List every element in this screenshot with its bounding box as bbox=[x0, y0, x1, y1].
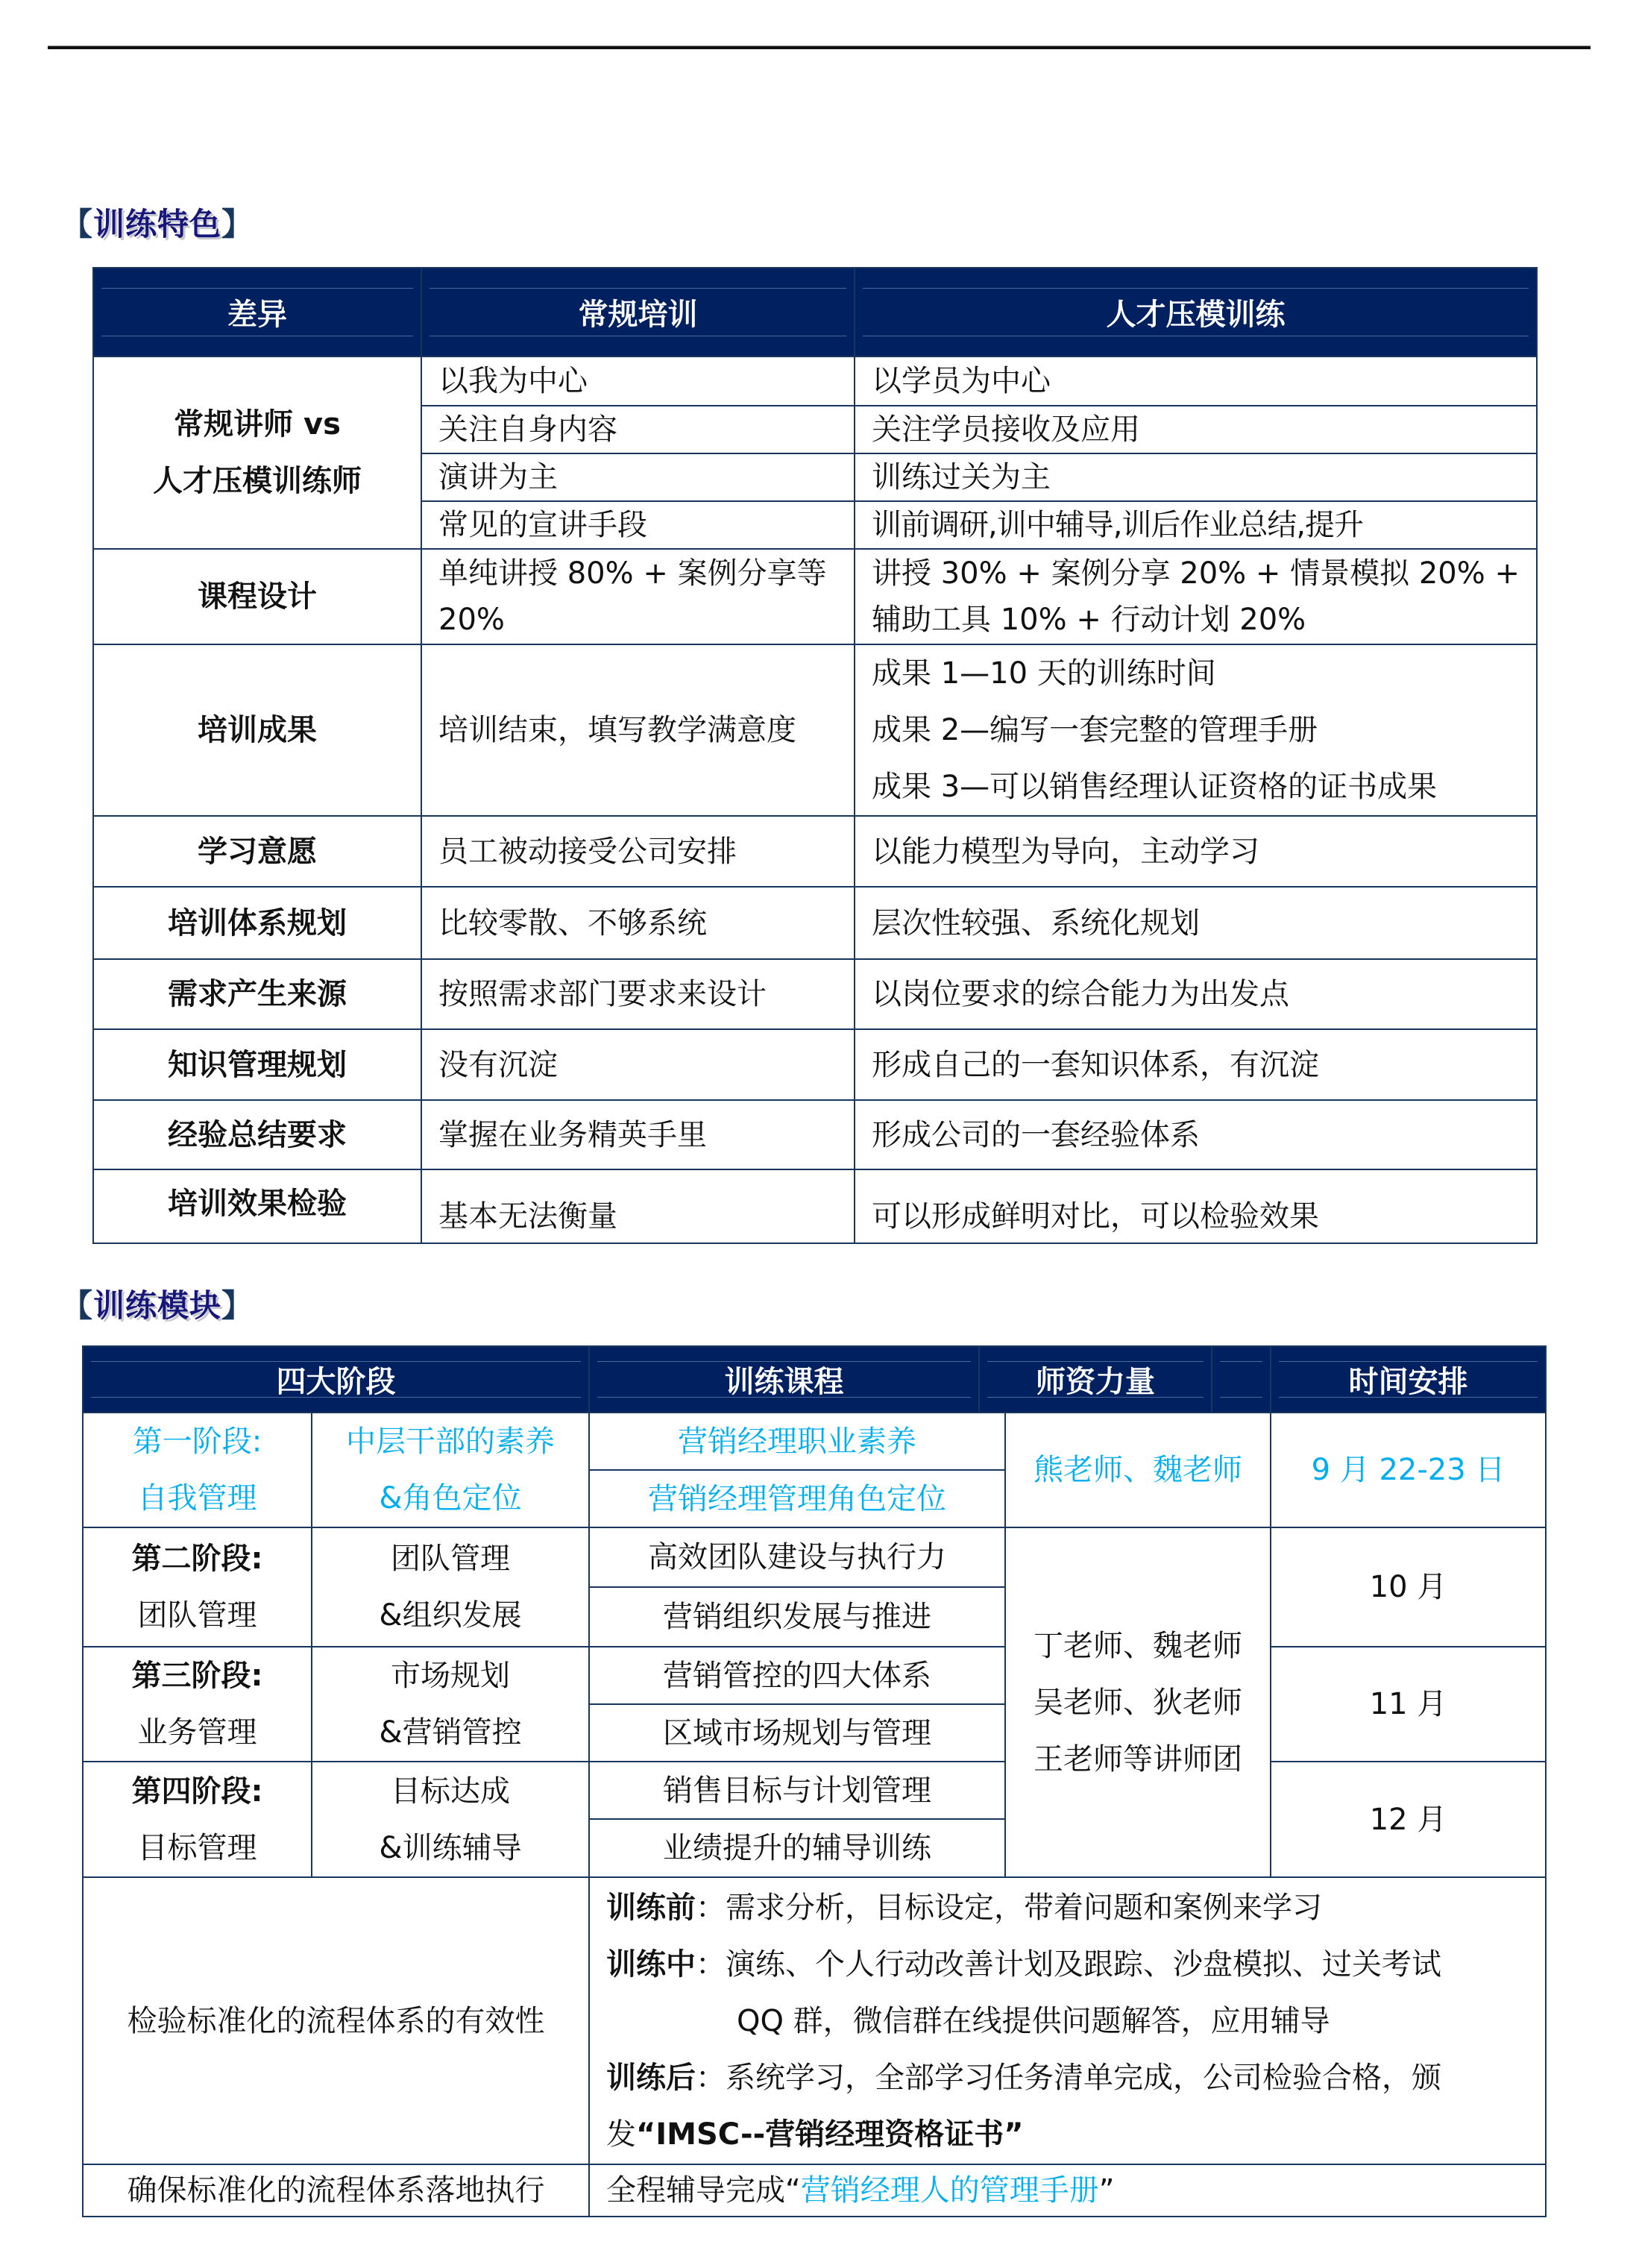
training-modules-table bbox=[82, 1345, 1547, 2217]
cell-regular: 常见的宣讲手段 bbox=[421, 501, 855, 549]
stage-cell: 第四阶段: 目标管理 bbox=[83, 1762, 312, 1877]
cell-talent: 可以形成鲜明对比，可以检验效果 bbox=[855, 1169, 1537, 1243]
row-label: 培训体系规划 bbox=[93, 887, 421, 959]
table-row bbox=[93, 959, 1537, 1029]
after-training-line-2: 发“IMSC--营销经理资格证书” bbox=[606, 2117, 1024, 2152]
during-training-line: 训练中：演练、个人行动改善计划及跟踪、沙盘模拟、过关考试 bbox=[606, 1947, 1441, 1982]
table-row bbox=[93, 356, 1537, 406]
cell-regular: 以我为中心 bbox=[421, 356, 855, 406]
cell-regular: 掌握在业务精英手里 bbox=[421, 1100, 855, 1169]
table-row-stage-4 bbox=[83, 1762, 1546, 1819]
section-title-training-modules bbox=[61, 1281, 254, 1326]
row-label: 知识管理规划 bbox=[93, 1029, 421, 1100]
cell-talent: 以岗位要求的综合能力为出发点 bbox=[855, 959, 1537, 1029]
cell-regular: 按照需求部门要求来设计 bbox=[421, 959, 855, 1029]
header-difference: 差异 bbox=[93, 268, 421, 356]
cell-regular: 基本无法衡量 bbox=[421, 1169, 855, 1243]
theme-cell: 目标达成 &训练辅导 bbox=[312, 1762, 589, 1877]
schedule-cell: 12 月 bbox=[1271, 1762, 1546, 1877]
before-training-line: 训练前：需求分析，目标设定，带着问题和案例来学习 bbox=[606, 1890, 1322, 1925]
cell-regular: 没有沉淀 bbox=[421, 1029, 855, 1100]
header-schedule: 时间安排 bbox=[1271, 1346, 1546, 1413]
cell-talent: 形成自己的一套知识体系，有沉淀 bbox=[855, 1029, 1537, 1100]
row-label: 培训效果检验 bbox=[93, 1169, 421, 1243]
bracket-close: 】 bbox=[221, 206, 254, 242]
execution-details: 全程辅导完成“营销经理人的管理手册” bbox=[589, 2164, 1546, 2217]
manual-highlight: 营销经理人的管理手册 bbox=[800, 2173, 1099, 2208]
course-cell: 高效团队建设与执行力 bbox=[589, 1527, 1005, 1587]
row-label: 学习意愿 bbox=[93, 816, 421, 887]
cell-regular: 单纯讲授 80% + 案例分享等 20% bbox=[421, 549, 855, 644]
schedule-cell: 10 月 bbox=[1271, 1527, 1546, 1647]
header-four-stages: 四大阶段 bbox=[83, 1346, 589, 1413]
schedule-cell: 9 月 22-23 日 bbox=[1271, 1413, 1546, 1527]
table-header-row bbox=[93, 268, 1537, 356]
table-row bbox=[93, 887, 1537, 959]
table-row bbox=[93, 816, 1537, 887]
course-cell: 区域市场规划与管理 bbox=[589, 1704, 1005, 1762]
table-row-execution bbox=[83, 2164, 1546, 2217]
cell-regular: 比较零散、不够系统 bbox=[421, 887, 855, 959]
validation-details bbox=[589, 1877, 1546, 2164]
during-training-line-2: QQ 群，微信群在线提供问题解答，应用辅导 bbox=[737, 2003, 1330, 2038]
table-row-stage-2 bbox=[83, 1527, 1546, 1587]
table-row bbox=[93, 644, 1537, 816]
row-label: 课程设计 bbox=[93, 549, 421, 644]
section-title-text: 训练模块 bbox=[93, 1287, 222, 1324]
header-regular-training: 常规培训 bbox=[421, 268, 855, 356]
shared-teachers-cell: 丁老师、魏老师 吴老师、狄老师 王老师等讲师团 bbox=[1005, 1527, 1271, 1877]
training-features-table bbox=[92, 267, 1538, 1244]
stage-cell: 第三阶段: 业务管理 bbox=[83, 1647, 312, 1762]
theme-cell: 团队管理 &组织发展 bbox=[312, 1527, 589, 1647]
section-title-text: 训练特色 bbox=[93, 206, 222, 242]
course-cell: 销售目标与计划管理 bbox=[589, 1762, 1005, 1819]
header-talent-training: 人才压模训练 bbox=[855, 268, 1537, 356]
table-row-stage-3 bbox=[83, 1647, 1546, 1704]
row-label: 需求产生来源 bbox=[93, 959, 421, 1029]
schedule-cell: 11 月 bbox=[1271, 1647, 1546, 1762]
cell-talent: 训前调研,训中辅导,训后作业总结,提升 bbox=[855, 501, 1537, 549]
cell-regular: 培训结束，填写教学满意度 bbox=[421, 644, 855, 816]
cell-talent: 以学员为中心 bbox=[855, 356, 1537, 406]
execution-label: 确保标准化的流程体系落地执行 bbox=[83, 2164, 589, 2217]
after-training-line: 训练后：系统学习，全部学习任务清单完成，公司检验合格，颁 bbox=[606, 2060, 1441, 2095]
bracket-open: 【 bbox=[61, 206, 94, 242]
course-cell: 营销经理职业素养 bbox=[589, 1413, 1005, 1470]
validation-label: 检验标准化的流程体系的有效性 bbox=[83, 1877, 589, 2164]
cell-talent: 以能力模型为导向，主动学习 bbox=[855, 816, 1537, 887]
header-spacer bbox=[1212, 1346, 1271, 1413]
header-courses: 训练课程 bbox=[589, 1346, 979, 1413]
row-label: 经验总结要求 bbox=[93, 1100, 421, 1169]
table-header-row bbox=[83, 1346, 1546, 1413]
teachers-cell: 熊老师、魏老师 bbox=[1005, 1413, 1271, 1527]
cell-talent: 讲授 30% + 案例分享 20% + 情景模拟 20% + 辅助工具 10% + 行动计划 20% bbox=[855, 549, 1537, 644]
cell-talent: 形成公司的一套经验体系 bbox=[855, 1100, 1537, 1169]
course-cell: 业绩提升的辅导训练 bbox=[589, 1819, 1005, 1877]
bracket-open: 【 bbox=[61, 1287, 94, 1324]
cell-regular: 演讲为主 bbox=[421, 453, 855, 501]
row-label-lecturer-vs-trainer: 常规讲师 vs 人才压模训练师 bbox=[93, 356, 421, 549]
table-row bbox=[93, 1100, 1537, 1169]
header-teachers: 师资力量 bbox=[979, 1346, 1212, 1413]
row-label: 培训成果 bbox=[93, 644, 421, 816]
table-row bbox=[93, 549, 1537, 644]
table-row bbox=[93, 1029, 1537, 1100]
cell-talent: 层次性较强、系统化规划 bbox=[855, 887, 1537, 959]
table-row-stage-1 bbox=[83, 1413, 1546, 1470]
table-row bbox=[93, 1169, 1537, 1243]
bracket-close: 】 bbox=[221, 1287, 254, 1324]
cell-talent: 关注学员接收及应用 bbox=[855, 406, 1537, 453]
cell-talent: 成果 1—10 天的训练时间 成果 2—编写一套完整的管理手册 成果 3—可以销售经理认证资格的证书成果 bbox=[855, 644, 1537, 816]
stage-cell: 第二阶段: 团队管理 bbox=[83, 1527, 312, 1647]
top-divider-rule bbox=[48, 45, 1591, 49]
course-cell: 营销管控的四大体系 bbox=[589, 1647, 1005, 1704]
theme-cell: 市场规划 &营销管控 bbox=[312, 1647, 589, 1762]
cell-talent: 训练过关为主 bbox=[855, 453, 1537, 501]
course-cell: 营销经理管理角色定位 bbox=[589, 1470, 1005, 1527]
cell-regular: 员工被动接受公司安排 bbox=[421, 816, 855, 887]
stage-cell: 第一阶段: 自我管理 bbox=[83, 1413, 312, 1527]
course-cell: 营销组织发展与推进 bbox=[589, 1587, 1005, 1647]
cell-regular: 关注自身内容 bbox=[421, 406, 855, 453]
table-row-validation bbox=[83, 1877, 1546, 2164]
theme-cell: 中层干部的素养 &角色定位 bbox=[312, 1413, 589, 1527]
section-title-training-features bbox=[61, 200, 254, 245]
